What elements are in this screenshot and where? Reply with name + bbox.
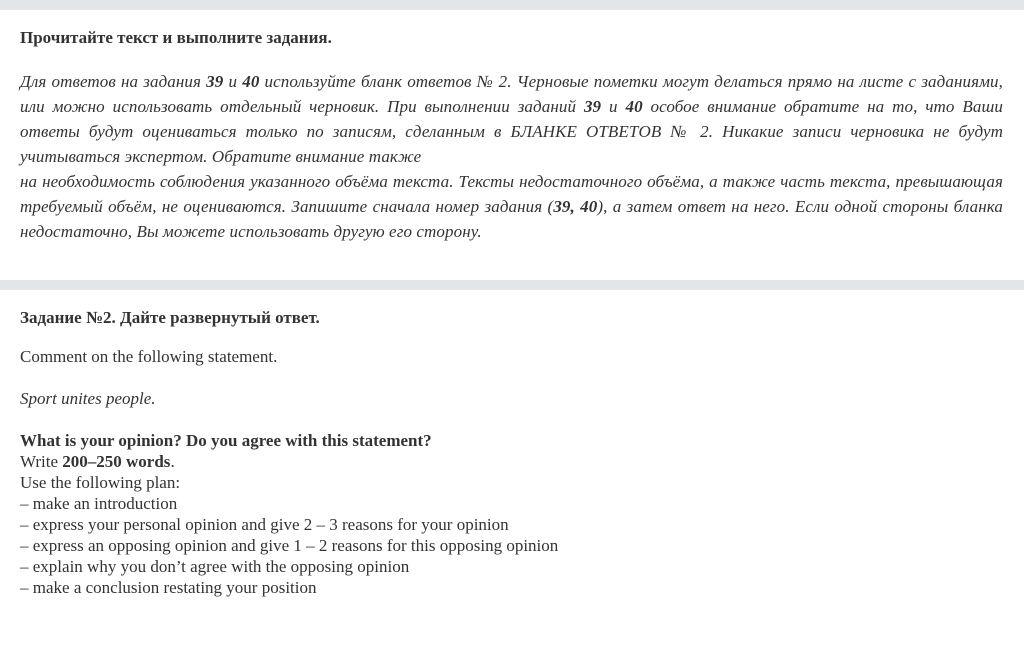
word-limit-prefix: Write — [20, 452, 63, 471]
text-fragment: ), а затем ответ на него. Если одной стороны бланка недостаточно, Вы можете использовать другую его сторону. — [20, 197, 1003, 241]
plan-item: – express an opposing opinion and give 1 – 2 reasons for this opposing opinion — [20, 536, 559, 555]
task-question: What is your opinion? Do you agree with this statement? — [20, 431, 432, 450]
task-number: 40 — [625, 97, 643, 116]
task-intro: Comment on the following statement. — [20, 347, 278, 366]
plan-item: – make an introduction — [20, 494, 178, 513]
text-fragment: особое внимание обратите на то, что Ваши ответы будут оцениваться только по записям, сделанным в БЛАНКЕ ОТВЕТОВ № 2. Никакие записи черновика не будут учитываться экспертом. Обратите внимание также — [20, 97, 1003, 166]
task-heading: Задание №2. Дайте развернутый ответ. — [20, 308, 320, 327]
instructions-heading: Прочитайте текст и выполните задания. — [20, 28, 332, 47]
plan-item: – express your personal opinion and give 2 – 3 reasons for your opinion — [20, 515, 509, 534]
plan-item: – make a conclusion restating your position — [20, 578, 317, 597]
text-fragment: и — [601, 97, 626, 116]
plan-item: – explain why you don’t agree with the opposing opinion — [20, 557, 410, 576]
instructions-section — [20, 28, 1003, 244]
plan-intro: Use the following plan: — [20, 473, 181, 492]
task-number: 39, 40 — [553, 197, 598, 216]
word-limit — [20, 451, 1003, 472]
instructions-text — [20, 69, 1003, 244]
word-limit-suffix: . — [170, 452, 175, 471]
instructions-paragraph-2 — [20, 169, 1003, 244]
task-statement: Sport unites people. — [20, 389, 156, 408]
task-number: 40 — [242, 72, 260, 91]
text-fragment: и — [223, 72, 243, 91]
task-number: 39 — [583, 97, 602, 116]
text-fragment: используйте бланк ответов № 2. Черновые пометки могут делаться прямо на листе с заданиями, или можно использовать отдельный черновик. При выполнении заданий — [20, 72, 1003, 116]
instructions-paragraph-1 — [20, 69, 1003, 169]
text-fragment: на необходимость соблюдения указанного объёма текста. Тексты недостаточного объёма, а также часть текста, превышающая требуемый объём, не оцениваются. Запишите сначала номер задания ( — [20, 172, 1003, 216]
section-divider — [0, 280, 1024, 290]
task-number: 39 — [206, 72, 224, 91]
word-limit-value: 200–250 words — [62, 452, 171, 471]
task-requirements — [20, 430, 1003, 598]
top-divider — [0, 0, 1024, 10]
task-section — [20, 308, 1003, 598]
text-fragment: Для ответов на задания — [20, 72, 207, 91]
